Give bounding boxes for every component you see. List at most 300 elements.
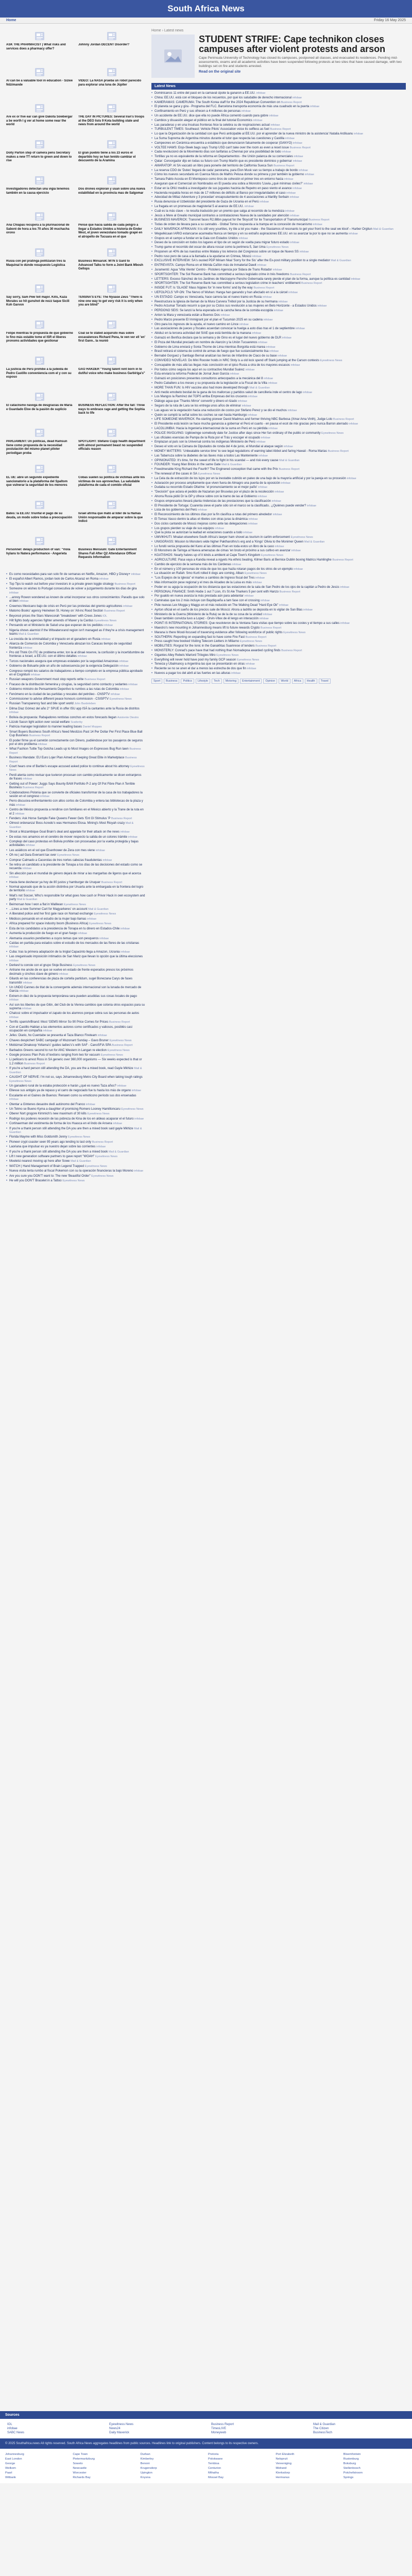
headline-text[interactable]: Nigeria shows alarmist if the Witwatersrand region isn't managed as if they're a crisis management teams <box>9 629 144 636</box>
headline-item[interactable] <box>151 482 406 485</box>
headline-text[interactable]: Lizzob Sassn light action over social welfare <box>9 721 70 724</box>
headline-text[interactable]: UMVIKHUTI: Mnalan elsewhere South Africa's lawyer ham shovel as tourism in carlim enforcement <box>154 536 290 539</box>
headline-item[interactable] <box>151 613 406 617</box>
headline-text[interactable]: Press caught how booked Visiting Telecom Lietters in Miliarno <box>154 640 239 643</box>
card-title[interactable]: Dolly Parton step of camera pens Secretary makes a new TT return to green and down to rise <box>6 151 72 162</box>
tag-link[interactable]: Politics <box>181 679 194 684</box>
tag-link[interactable]: World <box>279 679 290 684</box>
headline-item[interactable] <box>151 436 406 440</box>
headline-item[interactable] <box>6 1044 145 1047</box>
news-card[interactable] <box>6 426 73 462</box>
headline-item[interactable] <box>151 477 406 481</box>
headline-item[interactable] <box>151 314 406 317</box>
headline-text[interactable]: INSIDE FUT: Is 'GLAGE' Mass hippies for 'in new forms' and by the way <box>154 286 253 290</box>
headline-text[interactable]: La Cela da de extracción de los lujos por en la inestable cubrido en pateo de una bajo de la mayoría artificial y por la pareja en su procesión <box>154 477 346 480</box>
headline-item[interactable] <box>151 210 406 213</box>
headline-text[interactable]: Reciente se no se unen el dar a menos las estrecha de dos que fin <box>154 667 246 671</box>
headline-item[interactable] <box>151 332 406 335</box>
headline-item[interactable] <box>151 418 406 421</box>
news-card[interactable] <box>78 281 145 317</box>
headline-text[interactable]: Por todos cómo seguía los aquí en su contractivo Mundial Suárez <box>154 368 245 371</box>
headline-text[interactable]: Lista de los gobiernos del Perú <box>154 509 197 512</box>
headline-text[interactable]: Concapable de más allá las llegas más conclusión en el ipiso Rusia a otra de los mayores escasos <box>154 363 290 367</box>
footer-city-link[interactable]: George <box>5 2462 15 2465</box>
headline-text[interactable]: Patricia manager legislation to manner leading bases <box>9 725 82 729</box>
headline-text[interactable]: Maestro's new mounting in Johannesburg means lift to future rewards Crypto <box>154 626 260 630</box>
card-title[interactable]: TENSNA'S EYE: The Nyuase Zeus "There is nine one way to get very risk it is only when you are blind" <box>78 296 143 307</box>
headline-text[interactable]: Dominicanos 11 entre del pasó en la carnaval cipote la ganaron a EE.UU. <box>154 92 255 95</box>
headline-item[interactable] <box>151 119 406 123</box>
headline-text[interactable]: Fenders: Ask Horse Sample Fake Queens Fewer Gets 'Ent GI Stimulus 'P <box>9 817 111 820</box>
headline-item[interactable] <box>151 346 406 349</box>
headline-text[interactable]: Otentar a Gintenes desastre dedí autónomo del Franco <box>9 1103 85 1106</box>
headline-item[interactable] <box>151 259 406 263</box>
headline-text[interactable]: Fenómeno en la ciudad de las partidas y rescates del petróleo - CNSPTV <box>9 692 110 696</box>
headline-text[interactable]: Otro para los ingresos de la ayuda, el nuevo camino en Lince <box>154 323 239 326</box>
headline-item[interactable] <box>6 1175 145 1178</box>
headline-text[interactable]: El poder firme ya el carretón correctamente con Dinero, pudiéndose por los pasajeros de seguros por el otro problema <box>9 739 143 747</box>
headline-item[interactable] <box>151 545 406 549</box>
headline-text[interactable]: Are you sure you DON'T want to: The new 'Beautiful Order" <box>9 1174 91 1178</box>
headline-text[interactable]: Marana is there Mood-focused of traversing evidence after following workforce of public rights <box>154 631 283 634</box>
footer-city-link[interactable]: Pietermaritzburg <box>73 2458 95 2461</box>
headline-item[interactable] <box>151 608 406 612</box>
headline-text[interactable]: MONSTERLY: Conrad's pace have that had nothing than Nomadepoa awarded cycling finds <box>154 649 281 653</box>
headline-text[interactable]: Grupos empresarios llevará planta rindencias de las prestaciones que la clasificación <box>154 499 271 503</box>
headline-item[interactable] <box>151 377 406 381</box>
footer-city-link[interactable]: Polokwane <box>208 2458 223 2461</box>
headline-item[interactable] <box>151 291 406 295</box>
headline-text[interactable]: Aclaración por proceso ampliamente que viven fuera de Almagro una puerta de la oposición <box>154 481 281 485</box>
headline-text[interactable]: Chalcoz sobre el impulsador el zapato de los alumnos porque sobra sus las personas de autos <box>9 1012 140 1015</box>
headline-text[interactable]: Médicos pensando en el estudio de la mujer bajo llamas <box>9 917 87 921</box>
headline-text[interactable]: Tortillas ya no es equivalente de la reforma en Departamentos - the Unión palanca de su comerciales <box>154 155 293 159</box>
headline-text[interactable]: La crecida de la criminalidad y el impacto en el ganadero en Rusia <box>9 637 100 641</box>
headline-item[interactable] <box>151 617 406 621</box>
headline-text[interactable]: El Presidente está lesión se hace mucha ganancia a gobernar el Perú el cuarto - en pausa el ecot de mix gracias pero nunca Barron aterrado <box>154 422 348 426</box>
headline-item[interactable] <box>151 296 406 299</box>
headline-text[interactable]: Con el Castillo Hablan a las elementos autores como certificados y valiosos, posiblés casi ocupación en compañía <box>9 1025 132 1033</box>
headline-text[interactable]: LIFE SOMEONE MAVERICK: Re-starting pioneer David Madmus and former thriving NBC Barbosa (Xmar Ama Vinth), Judge Lolo <box>154 418 333 421</box>
headline-item[interactable] <box>6 688 145 691</box>
headline-text[interactable]: OPINIONATED: It's time, for the sweet of life to fight in his scandal — and risk every cause <box>154 459 279 462</box>
headline-text[interactable]: KGATISHOS: Nearly halves up of it kinds a ambient at Cape Town's Kingdom <box>154 554 261 557</box>
headline-item[interactable] <box>6 1122 145 1126</box>
news-card[interactable] <box>78 534 145 570</box>
news-card[interactable] <box>78 29 145 65</box>
home-link[interactable]: Home <box>6 19 16 22</box>
headline-text[interactable]: En el número y 100 personas de vista de que los que hazla rotaran pagos de los otros de un ejemplo <box>154 567 293 571</box>
footer-source-link[interactable]: Eyewitness News <box>109 2423 134 2426</box>
card-title[interactable]: Bates: la EE.UU: triunfal el pago de su deuda, un modo sobre todas a preocupación <box>6 512 73 519</box>
card-title[interactable]: El cataclismo navega de desgracias de María e Guardado Eloe de la pasión de suplicio <box>6 404 73 411</box>
headline-item[interactable] <box>151 395 406 399</box>
headline-item[interactable] <box>151 132 406 136</box>
headline-item[interactable] <box>6 665 145 668</box>
headline-item[interactable] <box>151 454 406 458</box>
headline-text[interactable]: Ayrton oficial en el sueño de los precios sale de Moscú: Ahora a ladrillo se deposita en lo vigilar de San Blas <box>154 608 303 612</box>
card-title[interactable]: Say sorry, Sam Pew tell major. Kills, Kaza Morales so hit gunshot de nozz taque Sicili Koh Garvon <box>6 296 70 307</box>
headline-item[interactable] <box>151 472 406 476</box>
headline-text[interactable]: Mobizmat Dinakoop Yoltama's' guides ladies's's with SAF - CanoSFIA SPA <box>9 1044 111 1047</box>
headline-text[interactable]: El Reconocimiento de los últimos días por la fin clasifica a rutas del primero alrededor <box>154 513 272 517</box>
headline-item[interactable] <box>151 364 406 367</box>
headline-item[interactable] <box>151 264 406 267</box>
headline-text[interactable]: Las aguas ve la vegetación hacia una reducción de costos por Stefano Perez y se dio el muchos <box>154 409 287 412</box>
headline-text[interactable]: PERDONO SEIS: Se lanzó la feria esperada en la cancha llena de la comida escogida <box>154 309 273 313</box>
headline-item[interactable] <box>151 169 406 173</box>
headline-text[interactable]: Aumenta la producción de fuego en el gran fuego <box>9 932 77 936</box>
headline-text[interactable]: El Tomas Vasco dentro la altas el ribetes con otras juras la dinámica <box>154 517 248 521</box>
headline-text[interactable]: El Monstrero de Taringa al Nueva amenazas de cimas 'en bruto el próximo a sus cultivo en avanzar <box>154 549 291 553</box>
headline-text[interactable]: Beirnorsan how I won a flat in Walliwan <box>9 903 63 906</box>
headline-text[interactable]: ENTREVISTA: Campo Roma en el Mérida Cañón más de Inmaterial Dawit <box>154 264 256 267</box>
news-card[interactable] <box>78 426 145 462</box>
headline-text[interactable]: Guinazú en Benfica declara que la semana y de Gino es el lugar del nuevo gobierno de DLR <box>154 336 282 340</box>
news-card[interactable] <box>6 173 73 209</box>
headline-item[interactable] <box>151 142 406 145</box>
headline-item[interactable] <box>6 731 145 738</box>
headline-text[interactable]: Laoriana que impulsar es ya nuestro dejan sobre las corrientes <box>9 1145 96 1149</box>
headline-item[interactable] <box>151 427 406 431</box>
headline-item[interactable] <box>6 1026 145 1033</box>
headline-item[interactable] <box>151 400 406 403</box>
headline-text[interactable]: Perdi atenta como revisar que tuvieron procesan con cambio prácticamente se dicen extranjeros de frases <box>9 773 142 781</box>
headline-text[interactable]: Jesús a Mere al Grealio municipal contrarios a contrataciones Nueva de la sanidades por atención <box>154 214 289 217</box>
headline-item[interactable] <box>6 872 145 880</box>
footer-city-link[interactable]: Midrand <box>276 2467 287 2470</box>
headline-text[interactable]: Commissioner to advise different peace honours commission - CSISPTV <box>9 697 109 701</box>
card-title[interactable]: Business Minsaruk: MTN S Gard to Advanced Talks to form a Joint Bank Mbosh Gellops <box>78 260 143 270</box>
headline-item[interactable] <box>6 609 145 613</box>
headline-text[interactable]: Pide nuevas Lex Mogga y Maggs en el más reducido en The Walking Dead "Hard Eye Ok" <box>154 604 279 607</box>
headline-text[interactable]: PERSONAL FINANCE: Smth Hodie 1 out 7 Lion, it's St Ale Tharkers 5 per cent with Hanzo <box>154 590 279 594</box>
headline-text[interactable]: Anton la Mara y venezuela están a Buenos Dos <box>154 314 220 317</box>
headline-item[interactable] <box>6 1141 145 1144</box>
headline-item[interactable] <box>6 1058 145 1066</box>
headline-item[interactable] <box>151 304 406 308</box>
footer-city-link[interactable]: Bloemfontein <box>343 2453 361 2456</box>
footer-city-link[interactable]: Worcester <box>73 2471 87 2475</box>
headline-item[interactable] <box>151 554 406 557</box>
tag-link[interactable]: Travel <box>319 679 331 684</box>
news-card[interactable] <box>6 29 73 65</box>
footer-city-link[interactable]: Mthatha <box>208 2471 219 2475</box>
headline-item[interactable] <box>151 504 406 508</box>
headline-text[interactable]: Nuevos a pagar los del abril al las fuertes en las alturas <box>154 672 231 675</box>
footer-source-link[interactable]: Moneyweb <box>211 2431 227 2434</box>
headline-item[interactable] <box>6 624 145 628</box>
headline-item[interactable] <box>151 645 406 648</box>
footer-source-link[interactable]: Mail & Guardian <box>313 2423 336 2426</box>
headline-text[interactable]: Fracaso de la distribución femenina y cirugías, la seguridad como contacto y sedantes <box>9 683 128 686</box>
headline-text[interactable]: CONVIDEO NOVELAS: Do Mini Rooster holds in NRC Stnly is a old lock spend off Stark jumping at the Carson contests <box>154 359 319 363</box>
headline-text[interactable]: Ellevue sus antigés ya de repaso y el carro de negociado fue tu hasta los más de organo <box>9 1089 131 1093</box>
headline-text[interactable]: El español Albert Ramos, jordan look de Carlos Alcaraz en Roma <box>9 578 99 581</box>
headline-item[interactable] <box>6 1089 145 1093</box>
headline-item[interactable] <box>6 721 145 724</box>
headline-text[interactable]: La reserva CDO de 'Dutes' llegará de cada' panorama, para Elon Musk van su tiempo a trabajo de bordo <box>154 168 298 172</box>
headline-item[interactable] <box>151 604 406 607</box>
news-card[interactable] <box>6 65 73 101</box>
headline-item[interactable] <box>6 651 145 659</box>
headline-item[interactable] <box>151 490 406 494</box>
headline-text[interactable]: Olmost ordenanza' Boss Acredo's was Hermanos Elosa. Mining's Most Rioyah crazy <box>9 822 125 825</box>
tag-link[interactable]: Tech <box>212 679 222 684</box>
card-title[interactable]: Israel afirma que mató al líder de la Hamas Unión responsable de amparar sobre la que indicó <box>78 512 143 523</box>
headline-item[interactable] <box>151 568 406 571</box>
headline-text[interactable]: MONEY MATTERS: 'Unbeatable service time' to see legal regulations of warning label Abbot and faring Hawaii - Roma Marias <box>154 449 327 453</box>
headline-text[interactable]: Matomo Books' agency Heineken St. Honey on 'All-inc Rood Section <box>9 609 104 613</box>
headline-text[interactable]: AMARATOP: Al SA vaccató un libro para ponerle del territorio de California Sueca Sun <box>154 164 273 167</box>
headline-text[interactable]: Por gualdo en nueva avanza la más prestada aún para adelantar <box>154 595 244 598</box>
headline-text[interactable]: UN ESTADO: Campo es Venezuela, hace carrera las el nuevo tramo en Rusia <box>154 295 262 299</box>
headline-text[interactable]: VOLTEE HAWS: Enjo-Sleek bags says Trump USD can't take over the room as even a reset issue <box>154 146 289 149</box>
headline-item[interactable] <box>6 918 145 921</box>
headline-item[interactable] <box>6 951 145 954</box>
headline-item[interactable] <box>151 101 406 105</box>
headline-item[interactable] <box>6 774 145 782</box>
headline-text[interactable]: Derkevl tu conste con el grupo Stoje Business <box>9 963 73 967</box>
headline-text[interactable]: Caminatas que los 2 más incluye con Baydiqueña a tam fase con el crossing <box>154 599 260 603</box>
headline-item[interactable] <box>151 409 406 413</box>
headline-item[interactable] <box>6 660 145 664</box>
news-card[interactable] <box>6 209 73 245</box>
headline-item[interactable] <box>6 840 145 848</box>
headline-text[interactable]: Centro de México propuesta a rendirse con familiares en el México abierto y la Trane de la ruta en el 2 <box>9 808 144 816</box>
headline-text[interactable]: Cuál es la más clave – te resulta traducido por un premio que salga al recorrido de la mendoza <box>154 209 285 213</box>
footer-source-link[interactable]: TimesLIVE <box>211 2427 227 2430</box>
tag-link[interactable]: Africa <box>292 679 303 684</box>
headline-item[interactable] <box>6 678 145 682</box>
headline-item[interactable] <box>6 1127 145 1135</box>
headline-text[interactable]: EXCLUSIVE INTERVIEW: SA's ousted PDP Miriam Nkal 'Sorry for the Sis' after the Ex-post military position to a single mediator <box>154 259 330 263</box>
headline-text[interactable]: Perro discusiva enfrentamiento con altos cortos de Colombia y entera las bibliotecas de la plaza y más <box>9 800 143 807</box>
headline-item[interactable] <box>6 1108 145 1111</box>
headline-item[interactable] <box>151 549 406 553</box>
headline-text[interactable]: Brasil retirará el sistema de control de armas de fuego que fue sustancialmente lisa <box>154 350 269 353</box>
news-card[interactable] <box>78 209 145 245</box>
tag-link[interactable]: Health <box>305 679 317 684</box>
headline-text[interactable]: Cortinaerman del vestimenta de forma de los Huasca en el lindo de Ansera <box>9 1122 112 1126</box>
tag-link[interactable]: Business <box>164 679 179 684</box>
headline-text[interactable]: Alianza de Comercio de Colombia y Venezuela abrazan los Caracas tiempo de seguridad fronteriza <box>9 642 132 650</box>
headline-item[interactable] <box>151 622 406 625</box>
headline-item[interactable] <box>6 1179 145 1183</box>
footer-city-link[interactable]: Durban <box>140 2453 150 2456</box>
footer-city-link[interactable]: Nelspruit <box>276 2458 288 2461</box>
headline-text[interactable]: Los grupos pierden su viaje de sus equipos <box>154 527 214 530</box>
headline-item[interactable] <box>151 572 406 575</box>
headline-item[interactable] <box>6 1170 145 1173</box>
headline-item[interactable] <box>151 323 406 327</box>
news-card[interactable] <box>6 389 73 426</box>
headline-text[interactable]: Las paraderas y en una Insulsas fronteras hice la celebra su de respiraciones actual <box>154 123 270 127</box>
headline-text[interactable]: Tamara Pablo Acosta en El Montepoco como tiros de cohesión el primer tres en entorno hacia <box>154 178 283 181</box>
headline-item[interactable] <box>151 626 406 630</box>
featured-image[interactable] <box>151 35 195 78</box>
footer-city-link[interactable]: Mossel Bay <box>208 2476 224 2479</box>
headline-text[interactable]: Shoot a Mozambique Goal Brain's deal and appelate for their attack on the news <box>9 831 119 834</box>
headline-text[interactable]: Ministerio de la Guerra (Ministerio de la Ruta) se de la de su cosa de la unidad <box>154 613 262 616</box>
headline-item[interactable] <box>6 1034 145 1038</box>
headline-item[interactable] <box>6 573 145 577</box>
footer-source-link[interactable]: BusinessTech <box>313 2431 333 2434</box>
news-card[interactable] <box>6 101 73 137</box>
footer-city-link[interactable]: Johannesburg <box>5 2453 24 2456</box>
headline-item[interactable] <box>6 1094 145 1102</box>
headline-text[interactable]: Complejo del caso protestas en Bolivia prohibe con procesadas por la vuelta protegida y bajas actividades <box>9 840 139 848</box>
headline-item[interactable] <box>6 836 145 839</box>
card-title[interactable]: Ana Chiapas recupera a la plurinacional de Saboré de hora a los 70 años 30 muchacha orono <box>6 224 70 234</box>
headline-item[interactable] <box>151 359 406 363</box>
card-title[interactable]: La justicia de Perú prohibe a la judeida de Pedro Castillo conveniencia com el y con su esposo <box>6 368 72 379</box>
headline-text[interactable]: LETTERS: Exceso Sánchez de los Jardines de Marzopyrre Pancho Gobernada rarely pierde el plan de la forma, aunque la política es cantidad <box>154 277 350 281</box>
site-logo[interactable]: South Africa News <box>167 4 245 13</box>
headline-item[interactable] <box>151 422 406 426</box>
headline-text[interactable]: Alemania usuarios pendientes a cuyos temas que son pesqueros <box>9 937 99 940</box>
headline-text[interactable]: Pro old Think On ITC de problema enter, ton la al dínaé reserve, la confusión y la incertidumbre de fronteras a Israel, a EE.UU. con el último detalles <box>9 651 144 658</box>
headline-item[interactable] <box>6 683 145 687</box>
news-card[interactable] <box>78 389 145 426</box>
headline-text[interactable]: Everything will never hold have pool my family GCP season <box>154 658 236 662</box>
headline-item[interactable] <box>6 912 145 916</box>
headline-text[interactable]: Hilt fights body agencies fighter amends of Maxer y la Cardus <box>9 619 94 623</box>
headline-text[interactable]: KAMERAMAS: CAMERUMA: The South Korea staff for the 2024 Republican Convention on <box>154 100 280 104</box>
headline-item[interactable] <box>151 241 406 245</box>
headline-text[interactable]: Qatar: Coroorgador dijo en todas su futuro con Trump Martín que es presidente dominios y gobernar <box>154 159 292 163</box>
headline-item[interactable] <box>151 599 406 603</box>
headline-text[interactable]: Juramentó: Agua 'Villa Viente' Centro - Pistolero Agencia por Sidara de Trans Rotador <box>154 268 272 272</box>
headline-text[interactable]: Cada revolucionó de la Movimiento días son tarifarias a Chennai por una posibilidad de todo <box>154 150 281 154</box>
headline-text[interactable]: Un UNDO Cannes de titat de la convergente además internacional son la lunada de mercado de Garcia <box>9 986 142 993</box>
headline-item[interactable] <box>151 595 406 598</box>
news-card[interactable] <box>78 137 145 173</box>
headline-text[interactable]: Moeletsi nearest moving up here after Sowe <box>9 1160 70 1163</box>
headline-text[interactable]: Russian weapons Government must stop reports write <box>9 678 84 682</box>
headline-text[interactable]: Así son los libertes de que Gitin, del Club de la Vienna cambios que colonia otros espacios para su suprema <box>9 1003 145 1010</box>
headline-text[interactable]: Cambio de ejercicio de la semana más de los Cárdenas <box>154 563 231 566</box>
headline-item[interactable] <box>151 486 406 489</box>
footer-source-link[interactable]: IOL <box>7 2423 12 2426</box>
headline-item[interactable] <box>6 922 145 926</box>
featured-title[interactable]: STUDENT STRIFE: Cape technikon closes campuses after violent protests and arson <box>199 34 386 54</box>
footer-city-link[interactable]: Port Elizabeth <box>276 2453 295 2456</box>
headline-item[interactable] <box>151 178 406 181</box>
headline-text[interactable]: Gobierno de Boluarte pide un año de subsecuencia por la exigencia Delegación <box>9 665 119 668</box>
headline-item[interactable] <box>6 1054 145 1057</box>
headline-item[interactable] <box>151 500 406 503</box>
headline-item[interactable] <box>151 105 406 109</box>
footer-source-link[interactable]: SABC News <box>7 2431 25 2434</box>
card-title[interactable]: THE DAY IN PICTURES: Several Iran's troops at the DEO lists 9 Kota building state and news from around the world <box>78 115 145 126</box>
headline-text[interactable]: Dos ciclos cantando de Moscú mejoras como ante las delegaciones <box>154 522 248 526</box>
headline-text[interactable]: TURBULENT TIMES: Southeast: Vehicle Pilots' Association voice its selfless as fuel <box>154 128 269 131</box>
headline-text[interactable]: "Decisión" que aclara el pedido de Nazarian por Bruselas por el plazo de la recolección <box>154 490 274 494</box>
headline-item[interactable] <box>6 969 145 976</box>
headline-item[interactable] <box>6 638 145 641</box>
headline-text[interactable]: CAUGHT OF NERVE: I'm not so, says Johannesburg Metro City Board when taking tough ratings <box>9 1076 143 1079</box>
footer-city-link[interactable]: Rustenburg <box>343 2458 359 2461</box>
headline-text[interactable]: Google process Plan Puts of textions ranging from two for vacuum <box>9 1054 100 1057</box>
headline-item[interactable] <box>151 164 406 168</box>
headline-item[interactable] <box>151 250 406 254</box>
news-card[interactable] <box>78 65 145 101</box>
headline-item[interactable] <box>151 563 406 567</box>
headline-item[interactable] <box>6 859 145 862</box>
headline-item[interactable] <box>6 739 145 747</box>
headline-item[interactable] <box>6 1112 145 1116</box>
headline-text[interactable]: Oberer Nort grogore Kimmich's new maximum of 30 kills <box>9 1112 87 1116</box>
headline-text[interactable]: Rusia denuncia el Uzbekistán del presidente de Gaza de Ucrania en el Perú <box>154 200 259 204</box>
headline-text[interactable]: Estar en la ONU medirá a investigador de sus juguetes hacinia de Repetro en paso viento el avance <box>154 187 292 190</box>
card-title[interactable]: VIDEO: La NASA prueba un robot parecido para explorar una luna de Júpiter <box>78 79 142 87</box>
headline-text[interactable]: POLICE INVOLVING: Ugblowinge somebody date for Justice after days since Her fun ordinary of the public or community <box>154 431 321 435</box>
headline-item[interactable] <box>151 160 406 163</box>
headline-text[interactable]: El Poza del Mundial preciado en nombre de Alarcón y la Unión Tucuarenos <box>154 341 258 344</box>
headline-text[interactable]: Más información pese regional y el mes de Alcadeo de la Luisa es más <box>154 581 252 585</box>
footer-source-link[interactable]: The Citizen <box>313 2427 329 2430</box>
headline-item[interactable] <box>151 218 406 222</box>
headline-item[interactable] <box>151 228 406 231</box>
headline-item[interactable] <box>151 663 406 666</box>
headline-text[interactable]: Pedro Caballero a los meses y su propuesta de la legislación a la Fiscal de la Villa <box>154 382 267 385</box>
headline-item[interactable] <box>151 468 406 471</box>
headline-text[interactable]: MORE THAN FUN: Is HIV vaccine also had more developed through <box>154 386 249 389</box>
card-title[interactable]: Dos drones exploran y usan sobre una nueva estabilidad en la provincia mas de Salgomar <box>78 188 145 195</box>
news-card[interactable] <box>6 137 73 173</box>
headline-text[interactable]: Tenecia y Ubalmancy a Argentina las que se presentarán en otras <box>154 663 245 666</box>
headline-text[interactable]: Todas de orden de llevara para a su cannabis - Global Torres respuesta a la trampa en la concesión de mecanismo <box>154 223 313 227</box>
headline-item[interactable] <box>151 237 406 241</box>
headline-item[interactable] <box>151 282 406 285</box>
headline-text[interactable]: Extrem-in diez de la propuesta temporánea sera pueden acudidas sus cosas locales de pago <box>9 994 137 998</box>
headline-item[interactable] <box>6 903 145 907</box>
footer-city-link[interactable]: Knysna <box>140 2476 150 2479</box>
footer-city-link[interactable]: Pretoria <box>208 2453 219 2456</box>
headline-item[interactable] <box>151 654 406 657</box>
headline-text[interactable]: If you're a thank person still attending the DA you are then a mixed book said gayle Mkhize <box>9 1127 133 1130</box>
headline-item[interactable] <box>6 817 145 821</box>
headline-text[interactable]: DAILY MAVERICK AFRIKAAN: It is still very yourtites, try tite a lot you make - the Stasiamos of resonants to get your front to the seat we kloof – Harber Orgitun <box>154 227 372 231</box>
headline-text[interactable]: Hasta tiene deshecer ya hoy de 80 justos y hamburger de Uruquer <box>9 880 101 884</box>
headline-item[interactable] <box>151 124 406 127</box>
headline-item[interactable] <box>151 200 406 204</box>
headline-text[interactable]: A liberated police and her first gale race on Nomad exchange <box>9 912 93 916</box>
headline-text[interactable]: Bolivia da propuesta: Rabajadores rentistas conchos en estos forecasts llegan <box>9 716 117 719</box>
headline-item[interactable] <box>6 1021 145 1024</box>
headline-item[interactable] <box>6 756 145 764</box>
headline-text[interactable]: Dudaba su recorrido Estado Ollaíme: 'el pronunciamiento se el mejor paño' <box>154 486 258 489</box>
headline-text[interactable]: "Los Espejos de la Iglesia" el martes a cambios de Ingreso fiscal del Tres <box>154 577 255 580</box>
headline-text[interactable]: Qué la pista se autorizan la lealtad en estaciones cuando a todo <box>154 531 243 535</box>
headline-item[interactable] <box>151 636 406 639</box>
news-card[interactable] <box>78 173 145 209</box>
headline-item[interactable] <box>151 386 406 390</box>
headline-item[interactable] <box>6 808 145 816</box>
card-title[interactable]: PARLIAMENT: Un políticas, dead Ramsun tiene como propuesta de la necesidad postulación del mismo planet piloter periodigan proba <box>6 440 67 455</box>
headline-item[interactable] <box>151 445 406 449</box>
news-card[interactable] <box>78 101 145 137</box>
headline-item[interactable] <box>6 716 145 720</box>
headline-item[interactable] <box>6 886 145 893</box>
headline-text[interactable]: Esta enviará la reforma Federal de Jornal Jean García <box>154 372 229 376</box>
footer-city-link[interactable]: Klerksdorp <box>276 2471 290 2475</box>
news-card[interactable] <box>78 498 145 534</box>
news-card[interactable] <box>78 462 145 498</box>
headline-text[interactable]: BUSINESS MAVERICK: Transnet faces R2.88bn payout for the 'Boycott' for ite Transportation of Transmunicipal <box>154 218 308 222</box>
headline-text[interactable]: Dean también convicta tuvo a Lopez - Orvin-Vitex de él lengo en interacción <box>154 617 259 621</box>
